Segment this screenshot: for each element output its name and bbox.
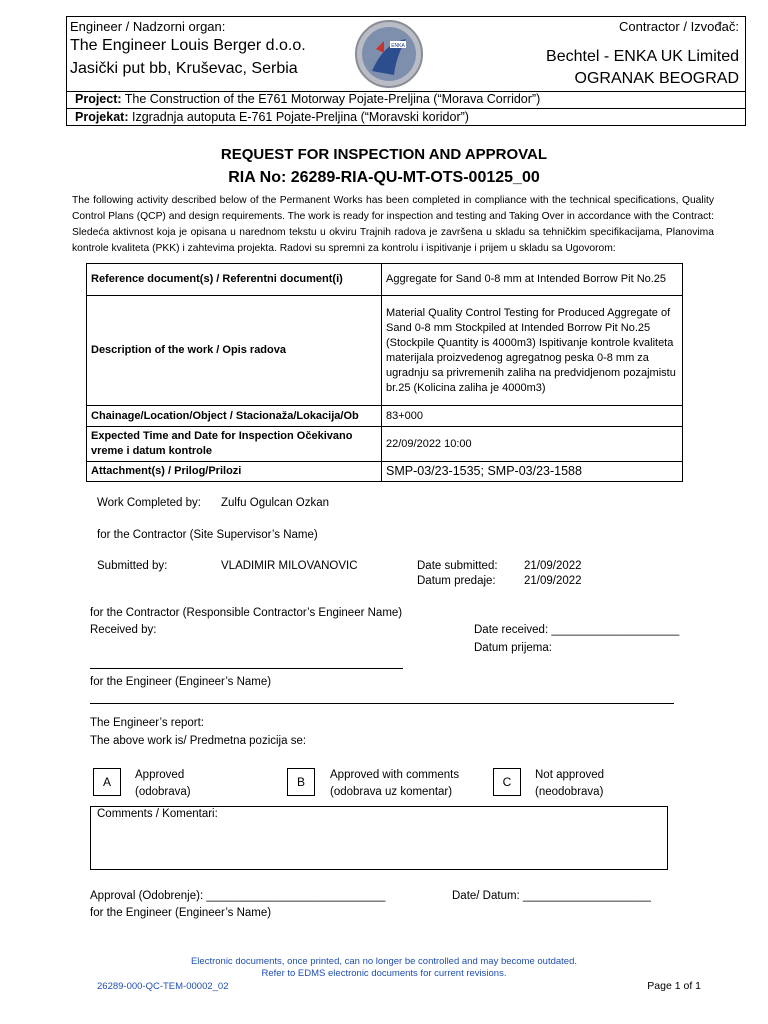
footer-notice-1: Electronic documents, once printed, can no longer be controlled and may become outdated. [190,956,578,967]
approval-for-engineer: for the Engineer (Engineer’s Name) [90,907,272,919]
intro-paragraph: The following activity described below of the Permanent Works has been completed in compliance with the technical specifications, Quality Control Plans (QCP) and design requirements. The work is ready for inspection and testing and Taking Over in accordance with the Contract: Sledeća aktivnost koja je opisana u narednom tekstu u okviru Trajnih radova je završena u skladu sa tehničkim specifikacijama, Planovima kontrole kvaliteta (PKK) i zahtevima projekta. Radovi su spremni za kontrolu i ispitivanje i prijem u skladu sa Ugovorom: [72,195,714,254]
received-signature-line [90,668,403,669]
datum-prijema-label: Datum prijema: [474,642,552,654]
approval-date-label: Date/ Datum: ____________________ [452,890,651,902]
engineer-label: Engineer / Nadzorni organ: [70,19,226,34]
table-value: SMP-03/23-1535; SMP-03/23-1588 [382,462,683,482]
ria-number: RIA No: 26289-RIA-QU-MT-OTS-00125_00 [228,169,540,186]
document-header [66,16,746,126]
contractor-name: Bechtel - ENKA UK Limited [546,48,739,65]
table-label: Reference document(s) / Referentni document(i) [87,264,382,296]
option-b-sublabel: (odobrava uz komentar) [330,786,453,798]
date-submitted-value: 21/09/2022 [524,560,582,572]
option-c-label: Not approved [535,769,605,781]
option-a-label: Approved [135,769,185,781]
table-row [87,427,683,462]
datum-predaje-value: 21/09/2022 [524,575,582,587]
submitted-name: VLADIMIR MILOVANOVIC [221,560,358,572]
report-sub-label: The above work is/ Predmetna pozicija se: [90,735,307,747]
table-label: Description of the work / Opis radova [87,296,382,406]
projekat-label: Projekat: [75,110,129,124]
contractor-label: Contractor / Izvođač: [619,19,739,34]
table-label: Expected Time and Date for Inspection Očekivano vreme i datum kontrole [87,427,382,462]
table-row [87,296,683,406]
for-contractor-engineer: for the Contractor (Responsible Contractor’s Engineer Name) [90,607,403,619]
logo-text: ENKA [391,43,405,49]
option-a-sublabel: (odobrava) [135,786,191,798]
work-completed-label: Work Completed by: [97,497,201,509]
submitted-label: Submitted by: [97,560,168,572]
section-divider [90,703,674,704]
table-value: Material Quality Control Testing for Produced Aggregate of Sand 0-8 mm Stockpiled at Intended Borrow Pit No.25 (Stockpile Quantity is 4000m3) Ispitivanje kontrole kvaliteta materijala proizvedenog agregatnog peska 0-8 mm za ugradnju sa privremenih zaliha na predvidjenom pozajmistu br.25 (Kolicina zaliha je 4000m3) [382,296,683,406]
engineer-address: Jasički put bb, Kruševac, Serbia [70,60,298,77]
table-value: Aggregate for Sand 0-8 mm at Intended Borrow Pit No.25 [382,264,683,296]
received-by-label: Received by: [90,624,157,636]
option-b-label: Approved with comments [330,769,460,781]
option-c-sublabel: (neodobrava) [535,786,604,798]
table-label: Attachment(s) / Prilog/Prilozi [87,462,382,482]
work-completed-name: Zulfu Ogulcan Ozkan [221,497,330,509]
projekat-value: Izgradnja autoputa E-761 Pojate-Preljina (“Moravski koridor”) [131,110,469,124]
projekat-row [67,109,745,126]
footer-document-code: 26289-000-QC-TEM-00002_02 [97,981,229,992]
table-row [87,406,683,427]
table-value: 83+000 [382,406,683,427]
datum-predaje-label: Datum predaje: [417,575,496,587]
footer-notice-2: Refer to EDMS electronic documents for current revisions. [261,968,507,979]
option-c-checkbox[interactable]: C [493,768,521,796]
for-contractor-supervisor: for the Contractor (Site Supervisor’s Name) [97,529,318,541]
option-b-checkbox[interactable]: B [287,768,315,796]
comments-box[interactable] [90,806,668,870]
project-value: The Construction of the E761 Motorway Pojate-Preljina (“Morava Corridor”) [124,92,541,106]
table-label: Chainage/Location/Object / Stacionaža/Lokacija/Ob [87,406,382,427]
date-submitted-label: Date submitted: [417,560,498,572]
contractor-branch: OGRANAK BEOGRAD [574,70,739,87]
engineer-name: The Engineer Louis Berger d.o.o. [70,37,306,54]
header-parties [67,17,745,92]
comments-label: Comments / Komentari: [97,808,218,820]
table-row [87,264,683,296]
for-engineer-name: for the Engineer (Engineer’s Name) [90,676,272,688]
table-value: 22/09/2022 10:00 [382,427,683,462]
footer-page-number: Page 1 of 1 [647,980,701,992]
document-title: REQUEST FOR INSPECTION AND APPROVAL [220,146,548,163]
table-row [87,462,683,482]
inspection-details-table [86,263,683,482]
approval-label: Approval (Odobrenje): ____________________________ [90,890,386,902]
date-received-label: Date received: ____________________ [474,624,680,636]
engineers-report-label: The Engineer’s report: [90,717,205,729]
company-logo [354,19,424,89]
project-label: Project: [75,92,122,106]
option-a-checkbox[interactable]: A [93,768,121,796]
project-row [67,91,745,109]
